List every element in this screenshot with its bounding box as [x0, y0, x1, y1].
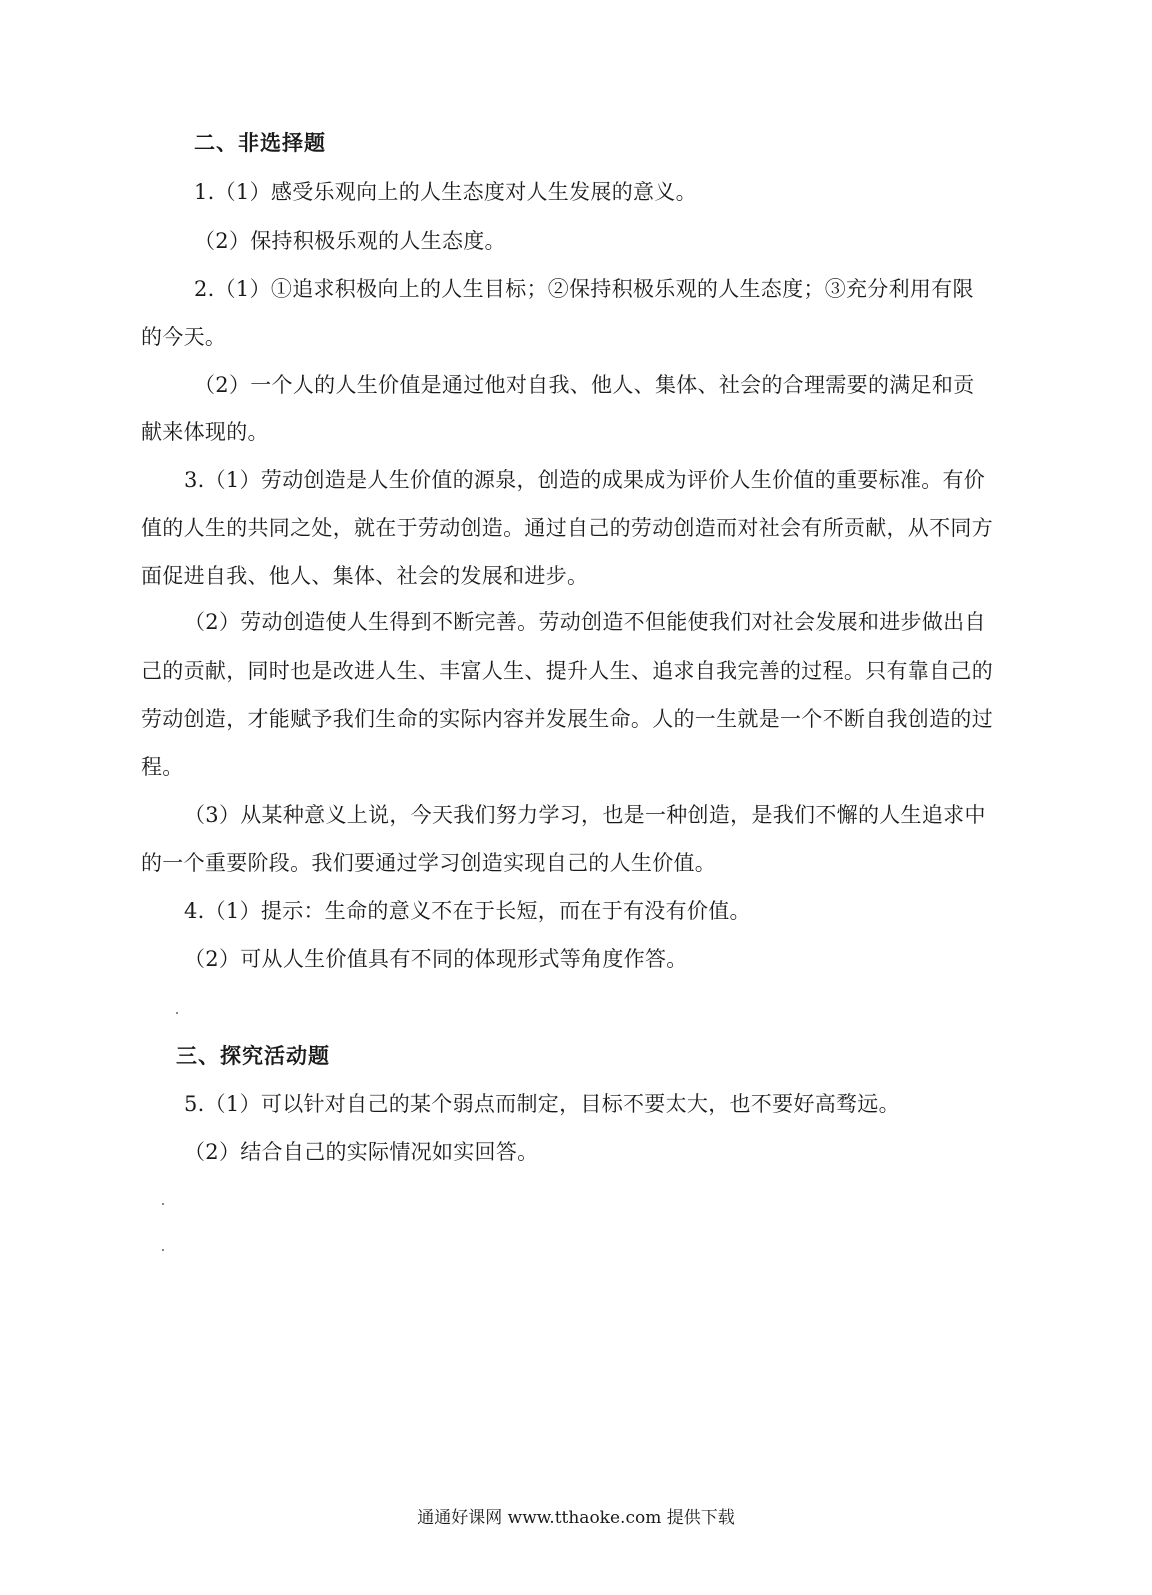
answer-line: （2）结合自己的实际情况如实回答。 [184, 1140, 539, 1164]
answer-line: 2.（1）①追求积极向上的人生目标；②保持积极乐观的人生态度；③充分利用有限 [194, 277, 974, 301]
answer-line: 3.（1）劳动创造是人生价值的源泉，创造的成果成为评价人生价值的重要标准。有价 [184, 468, 986, 492]
answer-line: 值的人生的共同之处，就在于劳动创造。通过自己的劳动创造而对社会有所贡献，从不同方 [141, 516, 993, 540]
footer-source-note: 通通好课网 www.tthaoke.com 提供下载 [417, 1508, 735, 1528]
stray-mark [176, 1012, 178, 1014]
answer-line: 劳动创造，才能赋予我们生命的实际内容并发展生命。人的一生就是一个不断自我创造的过 [141, 707, 993, 731]
answer-line: 己的贡献，同时也是改进人生、丰富人生、提升人生、追求自我完善的过程。只有靠自己的 [141, 659, 993, 683]
answer-line: 的一个重要阶段。我们要通过学习创造实现自己的人生价值。 [141, 851, 717, 875]
answer-line: （2）可从人生价值具有不同的体现形式等角度作答。 [184, 947, 688, 971]
answer-line: 4.（1）提示：生命的意义不在于长短，而在于有没有价值。 [184, 899, 751, 923]
section-heading-inquiry: 三、探究活动题 [176, 1043, 330, 1068]
answer-line: （2）劳动创造使人生得到不断完善。劳动创造不但能使我们对社会发展和进步做出自 [184, 610, 986, 634]
answer-line: 献来体现的。 [141, 420, 269, 444]
answer-line: （3）从某种意义上说，今天我们努力学习，也是一种创造，是我们不懈的人生追求中 [184, 803, 986, 827]
answer-line: 面促进自我、他人、集体、社会的发展和进步。 [141, 564, 589, 588]
stray-mark [162, 1249, 164, 1251]
answer-line: （2）一个人的人生价值是通过他对自我、他人、集体、社会的合理需要的满足和贡 [194, 373, 975, 397]
answer-line: 程。 [141, 755, 184, 779]
stray-mark [162, 1203, 164, 1205]
section-heading-non-choice: 二、非选择题 [194, 130, 326, 155]
answer-line: 5.（1）可以针对自己的某个弱点而制定，目标不要太大，也不要好高骛远。 [184, 1092, 900, 1116]
answer-line: 1.（1）感受乐观向上的人生态度对人生发展的意义。 [194, 180, 697, 204]
answer-line: 的今天。 [141, 325, 227, 349]
answer-line: （2）保持积极乐观的人生态度。 [194, 229, 506, 253]
